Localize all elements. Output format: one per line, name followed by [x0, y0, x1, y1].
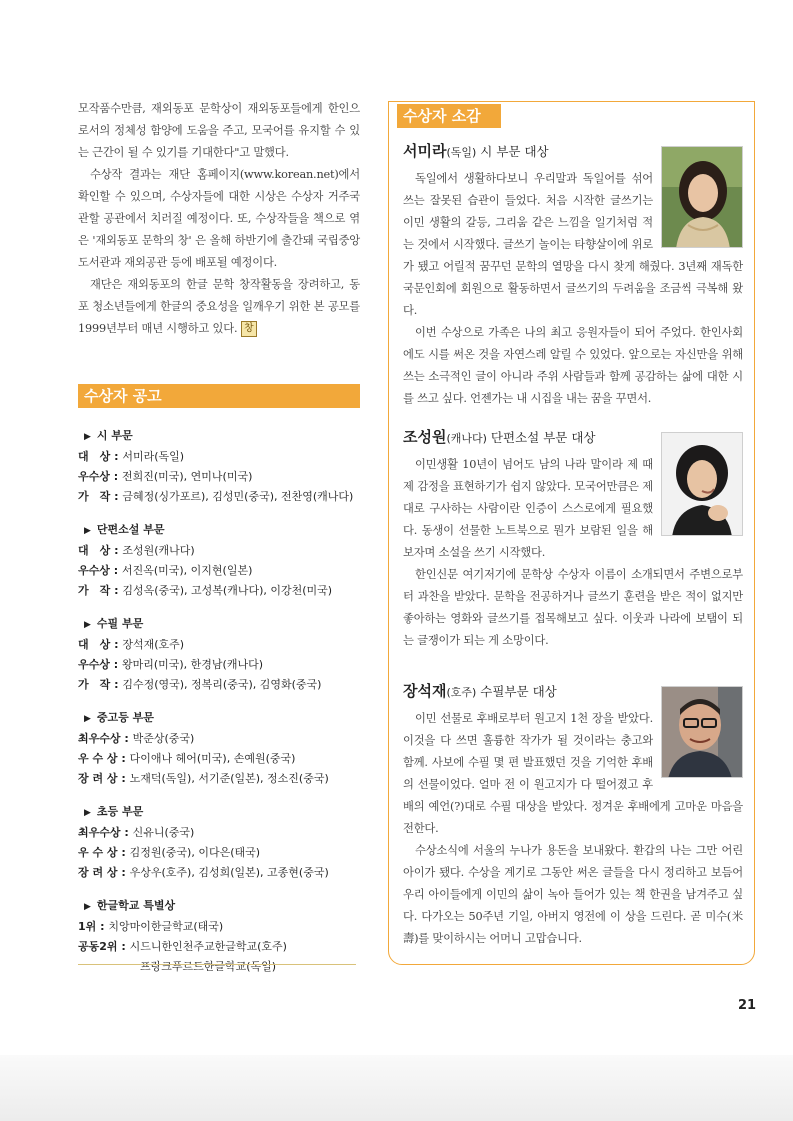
award-winners: 금혜정(싱가포르), 김성민(중국), 전찬영(캐나다) [122, 490, 354, 503]
award-category-title: ▶ 중고등 부문 [78, 708, 360, 729]
award-row [78, 769, 360, 789]
winner-country: (독일) [446, 146, 477, 159]
award-winners: 왕마리(미국), 한경남(캐나다) [121, 658, 263, 671]
award-row [78, 863, 360, 883]
award-label: 대 상 : [78, 450, 123, 463]
impressions-title: 수상자 소감 [397, 104, 501, 128]
intro-text [78, 98, 360, 340]
entry-paragraph-2: 수상소식에 서울의 누나가 용돈을 보내왔다. 환갑의 나는 그만 어린아이가 됐다. 수상을 계기로 그동안 써온 글들을 다시 정리하고 보듬어 우리 아이들에게 이민의 삶이 녹아 들어가 있는 책 한권을 남겨주고 싶다. 다가오는 50주년 기일, 아버지 영전에 이 상을 드린다. 곧 미수(米壽)를 맞이하시는 어머니 고맙습니다. [403, 844, 743, 945]
entry-paragraph-1: 독일에서 생활하다보니 우리말과 독일어를 섞어 쓰는 잘못된 습관이 들었다. 처음 시작한 글쓰기는 이민 생활의 갈등, 그리움 같은 느낌을 일기처럼 적는 것에서 시작했다. 글쓰기 놀이는 타향살이에 위로가 됐고 어릴적 꿈꾸던 문학의 열망을 다시 찾게 해줬다. 3년째 재독한국문인회에 회원으로 활동하면서 글쓰기의 두려움을 조금씩 극복해 왔다. [403, 172, 743, 317]
winner-photo-seo-mira [661, 146, 743, 248]
award-label: 장 려 상 : [78, 772, 130, 785]
announcement-title: 수상자 공고 [78, 384, 360, 408]
award-label: 우수상 : [78, 470, 122, 483]
award-label: 공동2위 : [78, 940, 130, 953]
winner-name: 서미라 [403, 142, 447, 160]
award-winners: 장석재(호주) [122, 638, 185, 651]
category-list [78, 426, 360, 977]
entry-body [403, 168, 743, 410]
award-winners: 노재덕(독일), 서기준(일본), 정소진(중국) [129, 772, 329, 785]
winners-announcement [78, 384, 360, 990]
award-row [78, 675, 360, 695]
intro-paragraph-3-text: 재단은 재외동포의 한글 문학 창작활동을 장려하고, 동포 청소년들에게 한글의 중요성을 일깨우기 위한 본 공모를 1999년부터 매년 시행하고 있다. [78, 278, 360, 335]
award-row [78, 635, 360, 655]
award-row [78, 467, 360, 487]
award-label: 가 작 : [78, 678, 123, 691]
award-row [78, 843, 360, 863]
announcement-divider [78, 964, 356, 965]
award-winners: 김정원(중국), 이다은(태국) [129, 846, 261, 859]
award-category [78, 614, 360, 695]
entry-paragraph-1: 이민생활 10년이 넘어도 남의 나라 말이라 제 때 제 감정을 표현하기가 쉽지 않았다. 모국어만큼은 제대로 구사하는 사람이란 인증이 스스로에게 필요했다. 동생이 선물한 노트북으로 뭔가 보람된 일을 해보자며 소설을 쓰기 시작했다. [403, 458, 653, 559]
award-row [78, 581, 360, 601]
award-label: 가 작 : [78, 490, 123, 503]
award-label: 우 수 상 : [78, 752, 130, 765]
scan-bottom-strip [0, 1055, 793, 1121]
award-category-title: ▶ 한글학교 특별상 [78, 896, 360, 917]
award-row [78, 487, 360, 507]
award-winners: 김성옥(중국), 고성복(캐나다), 이강천(미국) [122, 584, 333, 597]
award-winners: 우상우(호주), 김성희(일본), 고종현(중국) [129, 866, 329, 879]
award-label: 장 려 상 : [78, 866, 130, 879]
award-label: 가 작 : [78, 584, 123, 597]
entry-paragraph-2: 한인신문 여기저기에 문학상 수상자 이름이 소개되면서 주변으로부터 과찬을 받았다. 문학을 전공하거나 글쓰기 훈련을 받은 적이 없지만 좋아하는 영화와 글쓰기를 접목해보고 싶다. 이웃과 나라에 보탬이 되는 글쟁이가 되는 게 소망이다. [403, 568, 743, 647]
impression-entry-seo-mira [403, 140, 743, 426]
award-label: 우 수 상 : [78, 846, 130, 859]
award-category-title: ▶ 단편소설 부문 [78, 520, 360, 541]
winner-country: (호주) [446, 686, 477, 699]
intro-paragraph-1: 모작품수만큼, 재외동포 문학상이 재외동포들에게 한인으로서의 정체성 함양에 도움을 주고, 모국어를 유지할 수 있는 근간이 될 수 있기를 기대한다"고 말했다. [78, 102, 360, 159]
award-winners: 박준상(중국) [132, 732, 195, 745]
award-winners: 김수정(영국), 정복리(중국), 김영화(중국) [122, 678, 322, 691]
entry-paragraph-2: 이번 수상으로 가족은 나의 최고 응원자들이 되어 주었다. 한인사회에도 시를 써온 것을 자연스레 알릴 수 있었다. 앞으로는 자신만을 위해 쓰는 소극적인 글이 아니라 주위 사람들과 함께 공감하는 삶에 대한 시를 쓰고 싶다. 언젠가는 내 시집을 내는 꿈을 꾸면서. [403, 326, 743, 405]
award-row [78, 749, 360, 769]
winner-category: 시 부문 대상 [476, 144, 549, 159]
award-winners: 서진옥(미국), 이지현(일본) [121, 564, 253, 577]
winner-name: 장석재 [403, 682, 447, 700]
award-label: 우수상 : [78, 658, 122, 671]
intro-paragraph-3 [78, 274, 360, 340]
award-category-title: ▶ 수필 부문 [78, 614, 360, 635]
impressions-box [388, 101, 755, 965]
award-row [78, 729, 360, 749]
intro-paragraph-2: 수상작 결과는 재단 홈페이지(www.korean.net)에서 확인할 수 있으며, 수상자들에 대한 시상은 수상자 거주국 관할 공관에서 치러질 예정이다. 또, 수상작들을 책으로 엮은 '재외동포 문학의 창' 은 올해 하반기에 출간돼 국립중앙 도서관과 재외공관 등에 배포될 예정이다. [78, 168, 360, 269]
award-category [78, 520, 360, 601]
award-category-title: ▶ 초등 부문 [78, 802, 360, 823]
award-row [78, 655, 360, 675]
page-number: 21 [738, 998, 757, 1013]
award-label: 대 상 : [78, 638, 123, 651]
award-winners: 치앙마이한글학교(태국) [108, 920, 224, 933]
award-row-continued: 프랑크푸르트한글학교(독일) [140, 960, 277, 973]
impressions-entries [403, 140, 743, 950]
winner-country: (캐나다) [446, 432, 487, 445]
award-row [78, 561, 360, 581]
award-winners: 신유니(중국) [132, 826, 195, 839]
article-end-mark: 창 [241, 321, 257, 337]
winner-name: 조성원 [403, 428, 447, 446]
award-row [78, 541, 360, 561]
impression-entry-jang-seokjae [403, 680, 743, 950]
award-category [78, 426, 360, 507]
winner-photo-jang-seokjae [661, 686, 743, 778]
award-row [78, 447, 360, 467]
award-label: 대 상 : [78, 544, 123, 557]
award-category [78, 708, 360, 789]
entry-body [403, 454, 743, 652]
winner-category: 단편소설 부문 대상 [486, 430, 596, 445]
award-row [78, 917, 360, 937]
entry-body [403, 708, 743, 950]
award-label: 최우수상 : [78, 732, 133, 745]
award-winners: 조성원(캐나다) [122, 544, 195, 557]
award-label: 우수상 : [78, 564, 122, 577]
award-row [78, 823, 360, 843]
award-category [78, 802, 360, 883]
winner-category: 수필부문 대상 [476, 684, 557, 699]
award-winners: 서미라(독일) [122, 450, 185, 463]
award-label: 최우수상 : [78, 826, 133, 839]
award-label: 1위 : [78, 920, 109, 933]
impression-entry-jo-seongwon [403, 426, 743, 680]
entry-paragraph-1: 이민 선물로 후배로부터 원고지 1천 장을 받았다. 이것을 다 쓰면 훌륭한 작가가 될 것이라는 충고와 함께. 사보에 수필 몇 편 발표했던 것을 기억한 후배의 선물이었다. 얼마 전 이 원고지가 다 떨어졌고 후배의 예언(?)대로 수필 대상을 받았다. 정겨운 후배에게 고마운 마음을 전한다. [403, 712, 743, 835]
winner-photo-jo-seongwon [661, 432, 743, 536]
award-winners: 시드니한인천주교한글학교(호주) [129, 940, 287, 953]
award-row [78, 937, 360, 957]
award-category-title: ▶ 시 부문 [78, 426, 360, 447]
award-winners: 전희진(미국), 연미나(미국) [121, 470, 253, 483]
award-winners: 다이애나 헤어(미국), 손예원(중국) [129, 752, 296, 765]
